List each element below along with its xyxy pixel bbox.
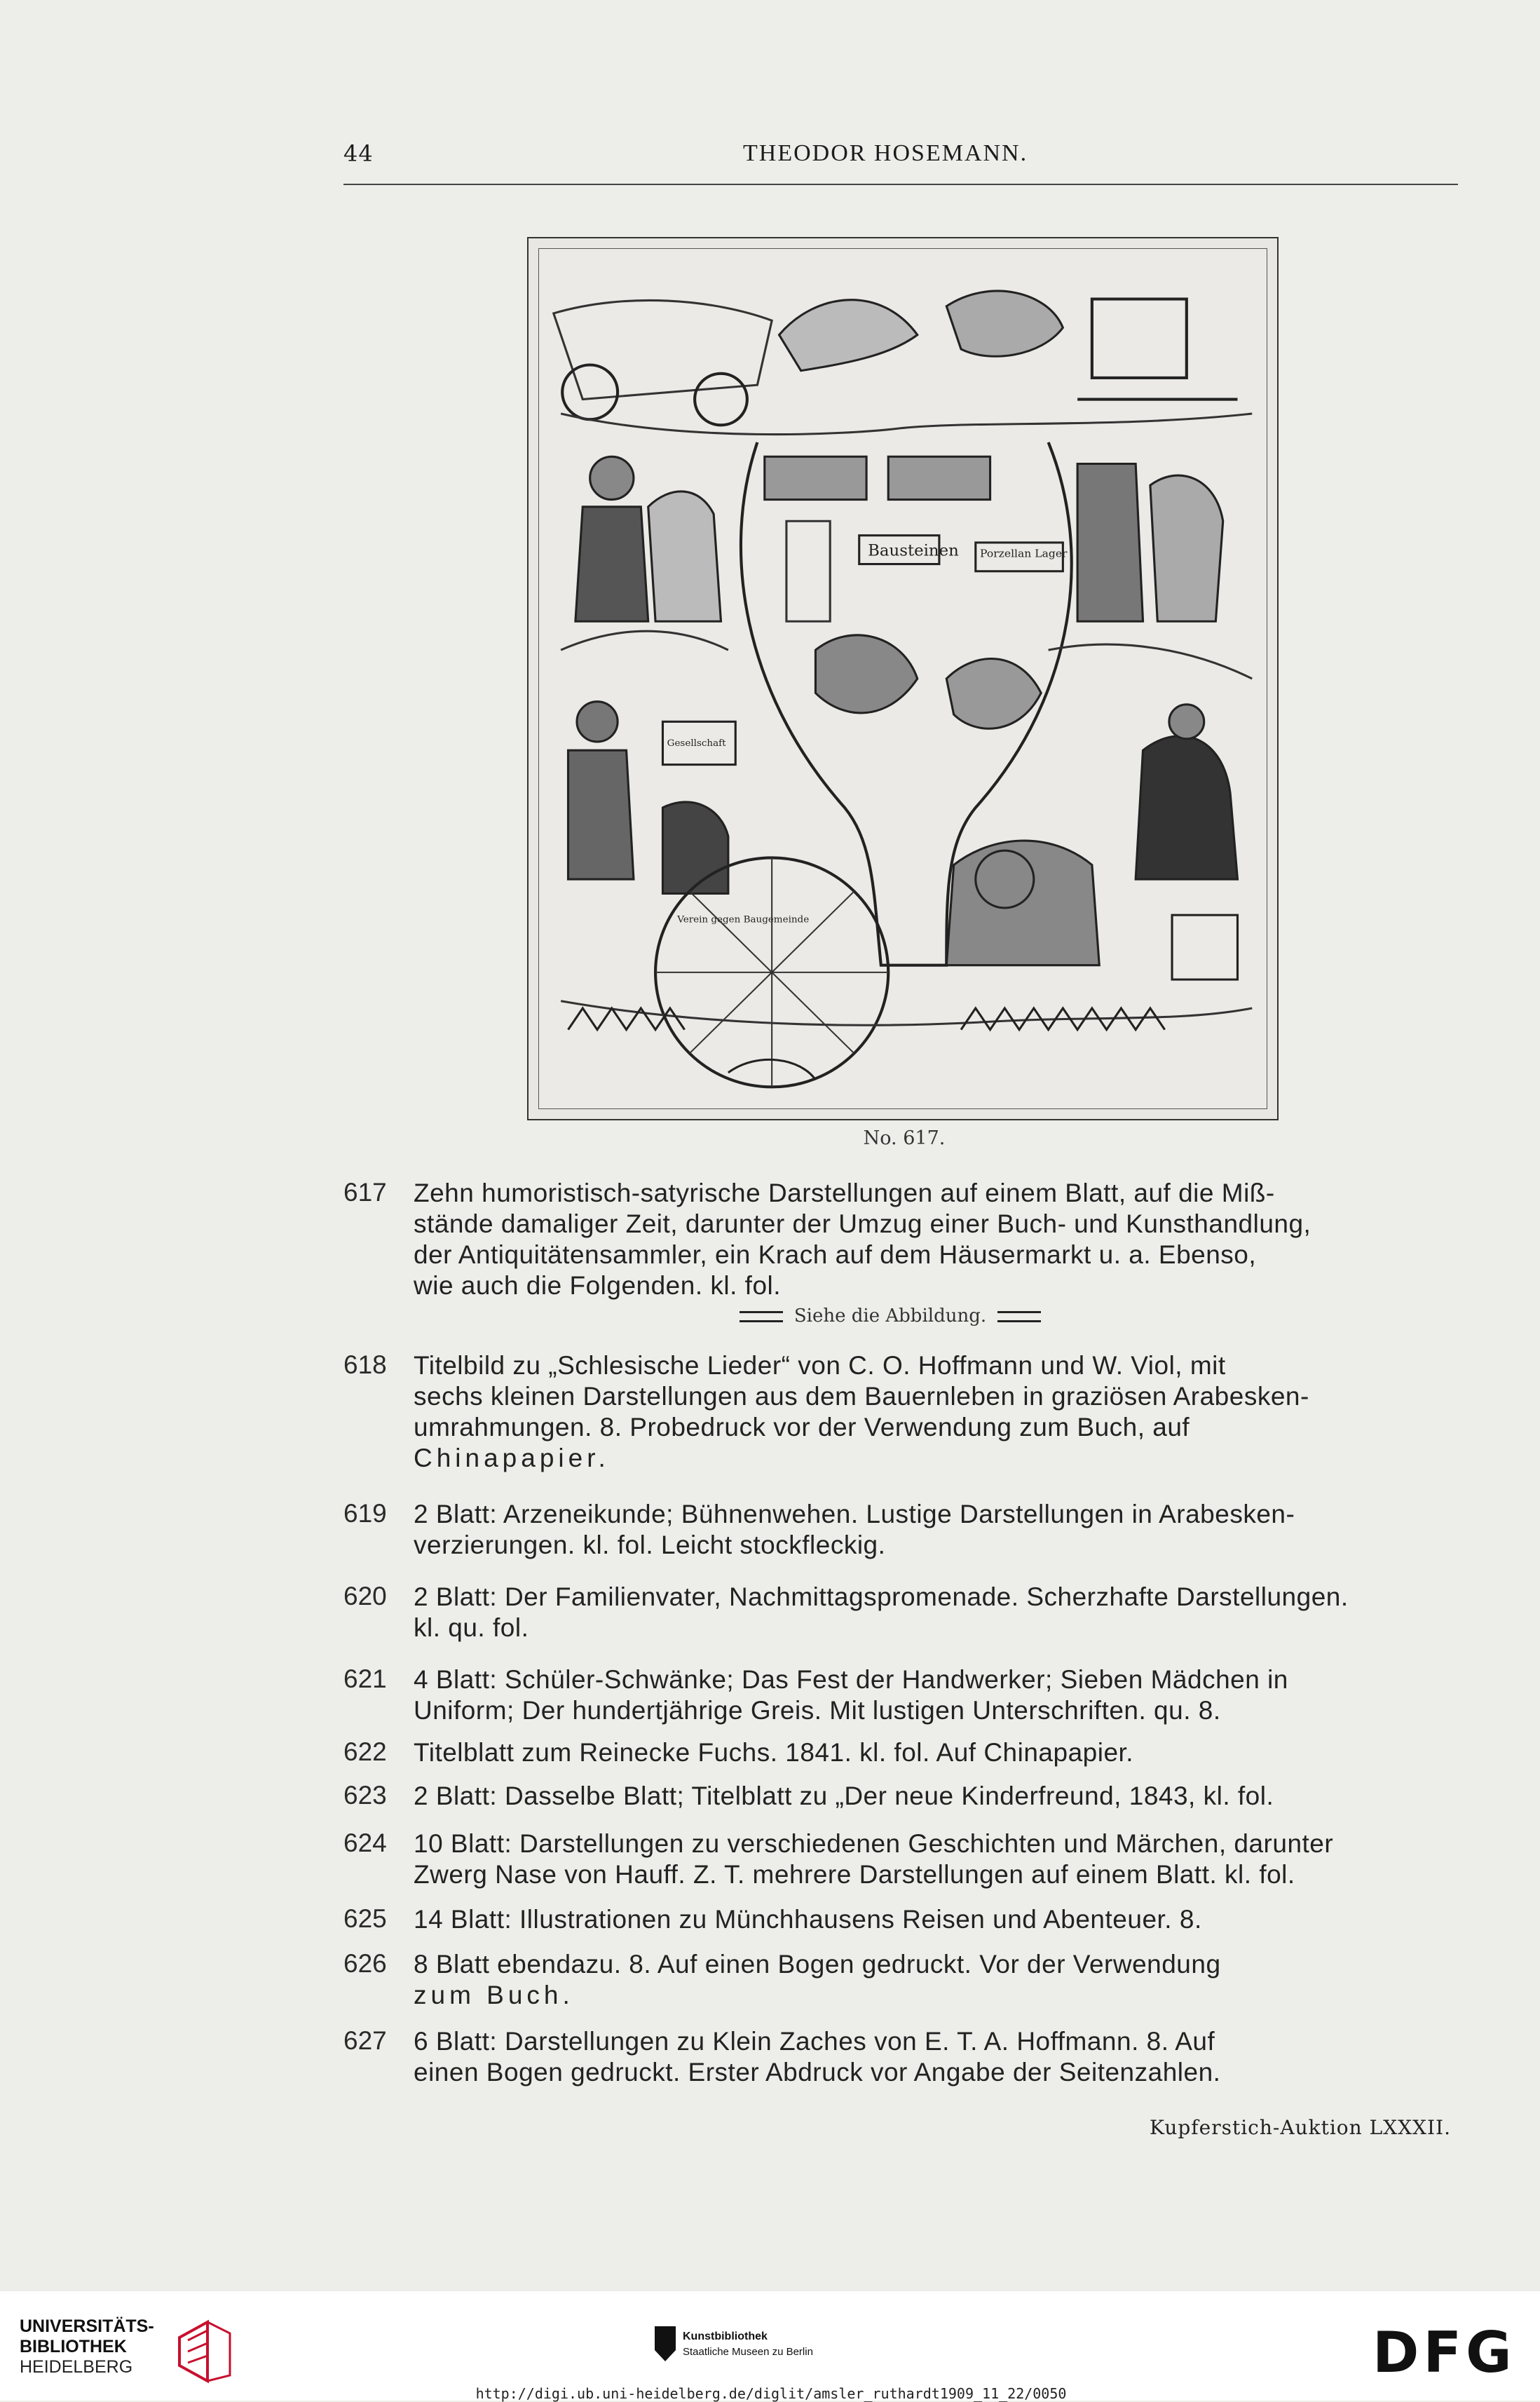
engraving [538,248,1267,1109]
running-title: THEODOR HOSEMANN. [743,140,1028,166]
digitization-footer [0,2291,1540,2401]
entry-line: einen Bogen gedruckt. Erster Abdruck vor Angabe der Seitenzahlen. [414,2058,1221,2087]
entry-line: kl. qu. fol. [414,1613,529,1642]
sign-gesellschaft: Gesellschaft [667,738,726,749]
permalink-url[interactable]: http://digi.ub.uni-heidelberg.de/diglit/amsler_ruthardt1909_11_22/0050 [475,2385,1067,2402]
see-note-text: Siehe die Abbildung. [793,1305,987,1326]
entry-number: 625 [343,1904,387,1933]
ub-logo-line: BIBLIOTHEK [20,2337,127,2356]
entry-line: Titelblatt zum Reinecke Fuchs. 1841. kl. fol. Auf Chinapapier. [414,1738,1134,1767]
entry-line: Titelbild zu „Schlesische Lieder“ von C. O. Hoffmann und W. Viol, mit [414,1351,1226,1380]
entry-line: stände damaliger Zeit, darunter der Umzug einer Buch- und Kunsthandlung, [414,1209,1311,1238]
entry-text [414,1178,1465,1301]
entry-text [414,1582,1465,1643]
kb-title: Kunstbibliothek [683,2330,768,2342]
dfg-logo[interactable]: DFG [1372,2320,1516,2385]
entry-line: 4 Blatt: Schüler-Schwänke; Das Fest der Handwerker; Sieben Mädchen in [414,1665,1288,1694]
kunstbibliothek-logo[interactable] [655,2326,879,2368]
auction-footer: Kupferstich-Auktion LXXXII. [1150,2116,1451,2139]
entry-text [414,1737,1465,1768]
entry-number: 619 [343,1499,387,1528]
entry-line: sechs kleinen Darstellungen aus dem Bauernleben in graziösen Arabesken- [414,1382,1309,1411]
entry-number: 620 [343,1582,387,1610]
double-rule-right [997,1311,1041,1322]
ub-logo-line: HEIDELBERG [20,2357,133,2377]
sign-bausteinen: Bausteinen [868,541,959,560]
sign-verein: Verein gegen Baugemeinde [677,914,810,925]
ub-mark-icon [172,2316,236,2387]
see-illustration-note [701,1305,1079,1326]
entry-number: 617 [343,1178,387,1207]
entry-line: Zehn humoristisch-satyrische Darstellungen auf einem Blatt, auf die Miß- [414,1179,1275,1207]
entry-line: Zwerg Nase von Hauff. Z. T. mehrere Darstellungen auf einem Blatt. kl. fol. [414,1860,1295,1889]
plate-caption: No. 617. [863,1127,946,1149]
entry-line: 6 Blatt: Darstellungen zu Klein Zaches von E. T. A. Hoffmann. 8. Auf [414,2027,1215,2056]
entry-text [414,1499,1465,1561]
entry-text [414,1664,1465,1726]
entry-number: 627 [343,2026,387,2055]
entry-text [414,1949,1465,2011]
entry-number: 624 [343,1828,387,1857]
entry-number: 621 [343,1664,387,1693]
entry-number: 623 [343,1781,387,1810]
entry-text [414,2026,1465,2088]
entry-line: 8 Blatt ebendazu. 8. Auf einen Bogen gedruckt. Vor der Verwendung [414,1950,1221,1979]
entry-line: Uniform; Der hundertjährige Greis. Mit lustigen Unterschriften. qu. 8. [414,1696,1221,1725]
entry-number: 626 [343,1949,387,1978]
ub-logo-line: UNIVERSITÄTS- [20,2316,154,2336]
sign-porzellan: Porzellan Lager [980,547,1068,560]
page-header [343,140,1458,182]
kunstbibliothek-mark-icon [655,2326,676,2361]
entry-line: verzierungen. kl. fol. Leicht stockfleckig. [414,1531,886,1559]
entry-line: der Antiquitätensammler, ein Krach auf dem Häusermarkt u. a. Ebenso, [414,1240,1257,1269]
entry-line: umrahmungen. 8. Probedruck vor der Verwendung zum Buch, auf [414,1413,1190,1441]
entry-line: 2 Blatt: Dasselbe Blatt; Titelblatt zu „Der neue Kinderfreund, 1843, kl. fol. [414,1782,1274,1810]
entry-line: 10 Blatt: Darstellungen zu verschiedenen Geschichten und Märchen, darunter [414,1829,1334,1858]
engraving-drawing [539,249,1267,1108]
entry-line: zum Buch. [414,1981,574,2009]
entry-line: 14 Blatt: Illustrationen zu Münchhausens Reisen und Abenteuer. 8. [414,1905,1202,1934]
page-number: 44 [343,140,374,167]
illustration-plate [527,237,1279,1120]
kb-subtitle: Staatliche Museen zu Berlin [683,2346,813,2358]
entry-line: wie auch die Folgenden. kl. fol. [414,1271,782,1300]
entry-text [414,1350,1465,1474]
entry-line: 2 Blatt: Der Familienvater, Nachmittagspromenade. Scherzhafte Darstellungen. [414,1582,1349,1611]
header-rule [343,184,1458,185]
double-rule-left [740,1311,783,1322]
entry-number: 622 [343,1737,387,1766]
ub-heidelberg-logo[interactable] [20,2316,230,2380]
entry-number: 618 [343,1350,387,1379]
entry-line: Chinapapier. [414,1444,610,1472]
entry-line: 2 Blatt: Arzeneikunde; Bühnenwehen. Lustige Darstellungen in Arabesken- [414,1500,1295,1528]
entry-text [414,1828,1465,1890]
entry-text [414,1904,1465,1935]
entry-text [414,1781,1465,1812]
